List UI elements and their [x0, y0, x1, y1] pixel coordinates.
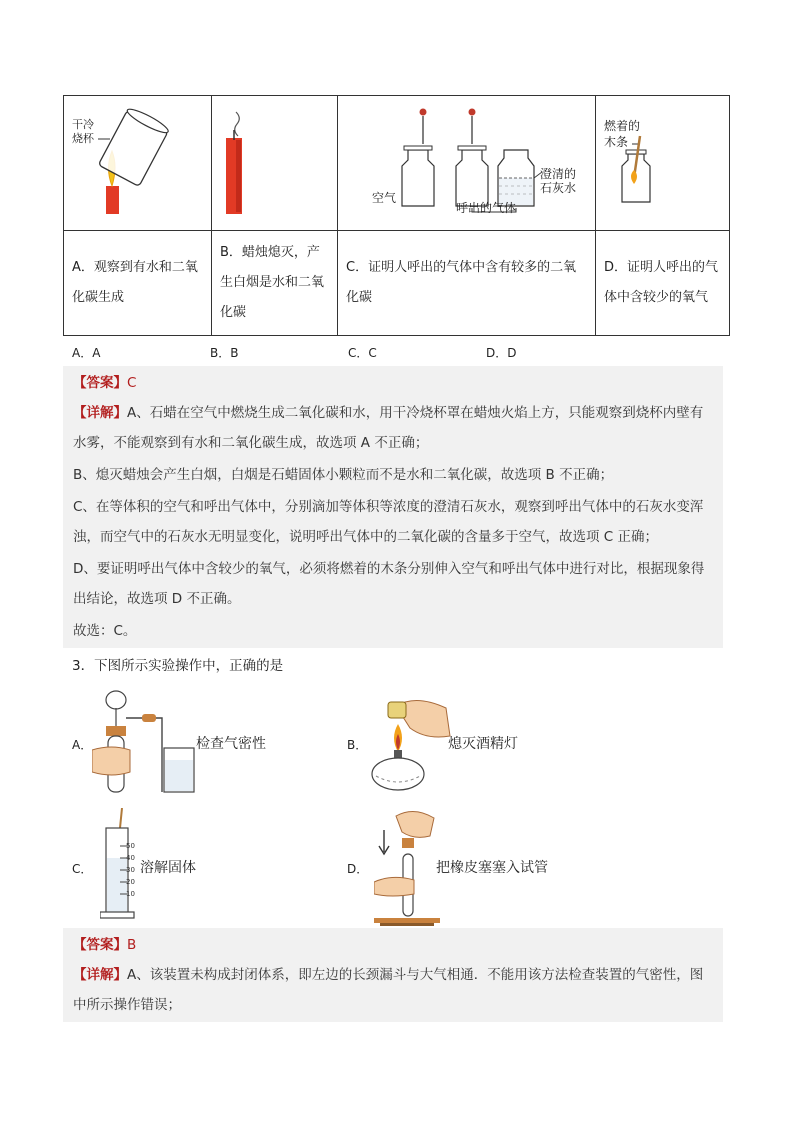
- answer-value: C: [127, 375, 137, 391]
- question-3-title: 3．下图所示实验操作中，正确的是: [72, 658, 284, 674]
- figure-cell-c: [338, 96, 596, 231]
- detail-tag: 【详解】: [73, 405, 127, 421]
- figure-cell-d: [596, 96, 730, 231]
- option-c-letter: C．: [72, 862, 93, 876]
- detail-text: A、该装置未构成封闭体系，即左边的长颈漏斗与大气相通．不能用该方法检查装置的气密性，图: [127, 967, 704, 983]
- figure-c-label-limewater-1: 澄清的: [540, 167, 577, 181]
- q2-detail-line-3: B、熄灭蜡烛会产生白烟，白烟是石蜡固体小颗粒而不是水和二氧化碳，故选项 B 不正确；: [73, 467, 614, 483]
- q2-detail-line-4: C、在等体积的空气和呼出气体中，分别滴加等体积等浓度的澄清石灰水，观察到呼出气体中的石灰水变浑: [73, 499, 704, 515]
- q3-detail-line-1: [73, 960, 703, 990]
- choice-b: B．B: [210, 346, 239, 360]
- figure-cell-a: [64, 96, 212, 231]
- answer-value: B: [127, 937, 137, 953]
- q2-detail-line-6: D、要证明呼出气体中含较少的氧气，必须将燃着的木条分别伸入空气和呼出气体中进行对比，根据现象得: [73, 561, 705, 577]
- option-cell-a: A．观察到有水和二氧化碳生成: [64, 231, 212, 336]
- figure-a-label-1: 干冷: [72, 118, 94, 131]
- graduated-cylinder-illustration: [100, 808, 136, 920]
- q3-answer-section: [63, 928, 723, 1022]
- cylinder-mark-50: 50: [126, 842, 135, 850]
- answer-tag: 【答案】: [73, 937, 127, 953]
- cylinder-mark-30: 30: [126, 866, 135, 874]
- option-cell-b: B．蜡烛熄灭，产生白烟是水和二氧化碳: [212, 231, 338, 336]
- choice-a: A．A: [72, 346, 101, 360]
- figure-d-label-1: 燃着的: [604, 119, 641, 133]
- figure-c-label-air: 空气: [372, 191, 397, 205]
- q3-answer-line: [73, 930, 136, 960]
- option-b-caption: 熄灭酒精灯: [448, 736, 518, 752]
- option-cell-c: C．证明人呼出的气体中含有较多的二氧化碳: [338, 231, 596, 336]
- q2-detail-line-8: 故选：C。: [73, 623, 137, 639]
- figure-a-label-2: 烧杯: [72, 132, 94, 145]
- figure-d-label-2: 木条: [604, 135, 629, 149]
- burning-stick-bottle-illustration: [596, 96, 730, 230]
- figure-cell-b: [212, 96, 338, 231]
- choice-c: C．C: [348, 346, 377, 360]
- candle-with-beaker-illustration: [64, 96, 212, 230]
- q3-detail-line-2: 中所示操作错误；: [73, 997, 181, 1013]
- option-d-letter: D．: [347, 862, 369, 876]
- cylinder-mark-20: 20: [126, 878, 135, 886]
- rubber-stopper-insertion-illustration: [374, 806, 444, 928]
- detail-text: A、石蜡在空气中燃烧生成二氧化碳和水，用干冷烧杯罩在蜡烛火焰上方，只能观察到烧杯内壁有: [127, 405, 704, 421]
- q2-answer-section: [63, 366, 723, 648]
- q2-answer-line: [73, 368, 136, 398]
- q2-detail-line-5: 浊，而空气中的石灰水无明显变化，说明呼出气体中的二氧化碳的含量多于空气，故选项 C 正确；: [73, 529, 659, 545]
- q2-detail-line-1: [73, 398, 703, 428]
- cylinder-mark-10: 10: [126, 890, 135, 898]
- cylinder-mark-40: 40: [126, 854, 135, 862]
- answer-tag: 【答案】: [73, 375, 127, 391]
- extinguished-candle-illustration: [212, 96, 338, 230]
- q2-detail-line-2: 水雾，不能观察到有水和二氧化碳生成，故选项 A 不正确；: [73, 435, 429, 451]
- question-2-table: [63, 95, 730, 336]
- option-c-caption: 溶解固体: [140, 860, 196, 876]
- choice-d: D．D: [486, 346, 517, 360]
- option-d-caption: 把橡皮塞塞入试管: [436, 860, 548, 876]
- detail-tag: 【详解】: [73, 967, 127, 983]
- figure-c-label-limewater-2: 石灰水: [540, 181, 577, 195]
- q2-detail-line-7: 出结论，故选项 D 不正确。: [73, 591, 241, 607]
- extinguish-alcohol-lamp-illustration: [366, 688, 456, 794]
- airtightness-check-illustration: [92, 688, 202, 796]
- option-a-caption: 检查气密性: [196, 736, 266, 752]
- option-a-letter: A．: [72, 738, 93, 752]
- option-cell-d: D．证明人呼出的气体中含较少的氧气: [596, 231, 730, 336]
- figure-c-label-exhaled: 呼出的气体: [456, 201, 517, 215]
- option-b-letter: B．: [347, 738, 368, 752]
